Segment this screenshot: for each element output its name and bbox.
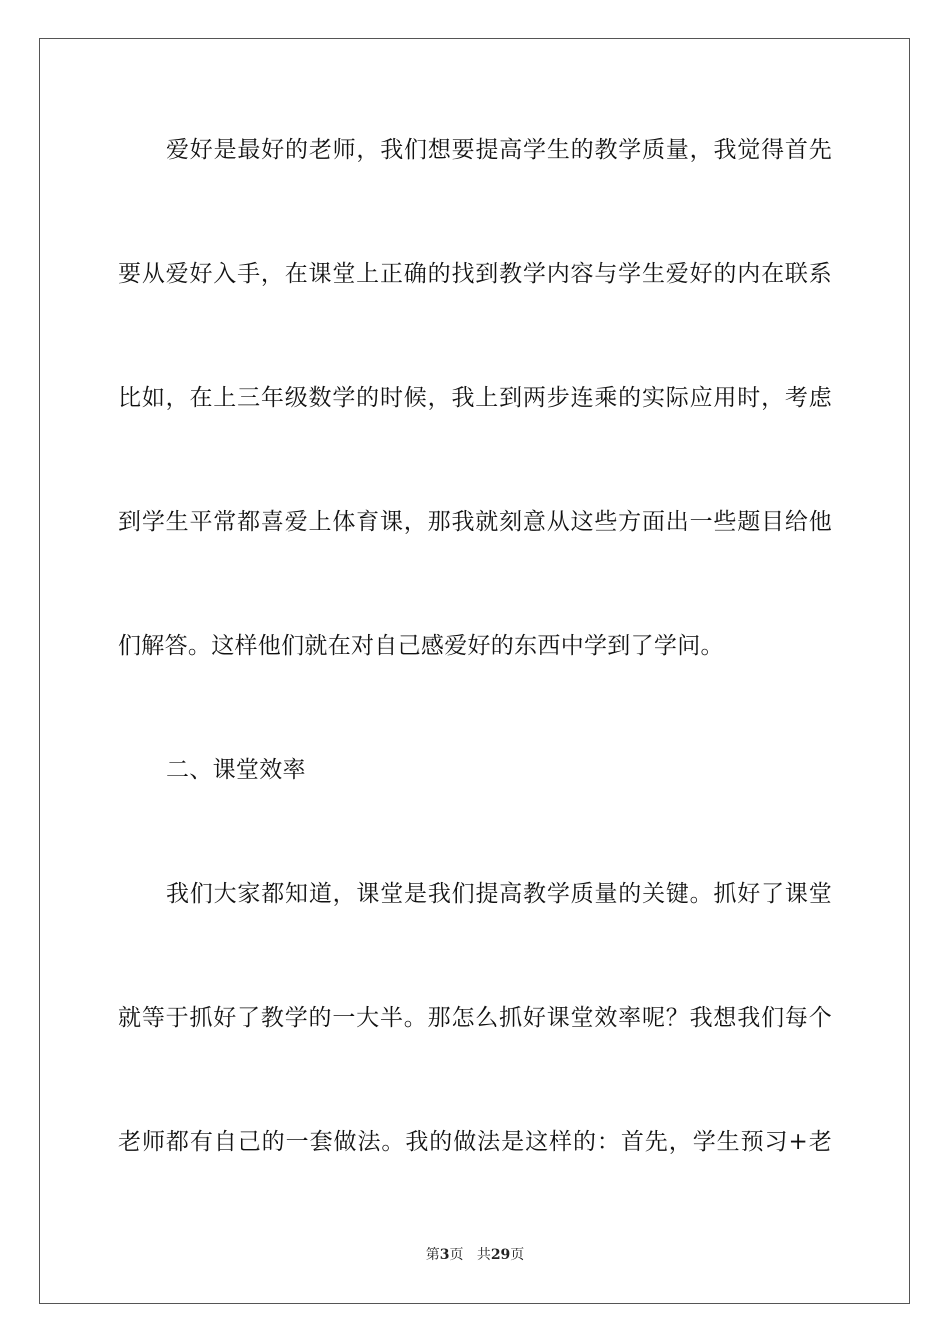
page-prefix: 第 — [425, 1247, 440, 1263]
text-line-7: 就等于抓好了教学的一大半。那怎么抓好课堂效率呢？我想我们每个 — [118, 1005, 832, 1031]
text-line-6: 我们大家都知道，课堂是我们提高教学质量的关键。抓好了课堂 — [166, 881, 832, 907]
total-prefix: 共 — [476, 1247, 491, 1263]
text-line-2: 要从爱好入手，在课堂上正确的找到教学内容与学生爱好的内在联系 — [118, 261, 832, 287]
page-border — [39, 38, 910, 1304]
section-heading: 二、课堂效率 — [166, 757, 306, 783]
text-line-4: 到学生平常都喜爱上体育课，那我就刻意从这些方面出一些题目给他 — [118, 509, 832, 535]
text-line-1: 爱好是最好的老师，我们想要提高学生的教学质量，我觉得首先 — [166, 137, 832, 163]
total-unit: 页 — [510, 1247, 525, 1263]
current-page-number: 3 — [439, 1247, 450, 1263]
text-line-8: 老师都有自己的一套做法。我的做法是这样的：首先，学生预习+老 — [118, 1129, 832, 1155]
text-line-3: 比如，在上三年级数学的时候，我上到两步连乘的实际应用时，考虑 — [118, 385, 832, 411]
page-unit: 页 — [449, 1247, 464, 1263]
text-line-5: 们解答。这样他们就在对自己感爱好的东西中学到了学问。 — [118, 633, 724, 659]
page-footer — [0, 1245, 950, 1265]
total-pages-number: 29 — [490, 1247, 511, 1263]
